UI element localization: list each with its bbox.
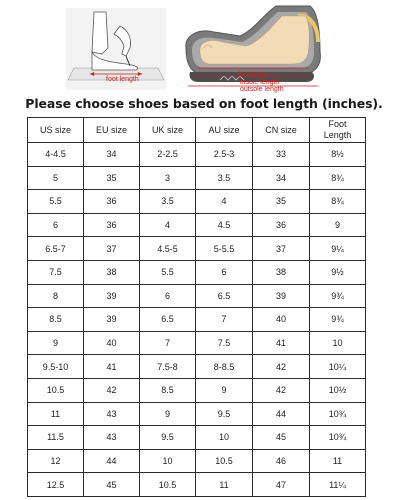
uk-size-cell: 8.5 xyxy=(140,378,196,402)
au-size-cell: 9.5 xyxy=(196,402,253,426)
us-size-cell: 8.5 xyxy=(28,308,84,332)
uk-size-cell: 10.5 xyxy=(140,473,196,497)
table-row xyxy=(28,190,366,214)
table-row xyxy=(28,284,366,308)
cn-size-cell: 36 xyxy=(253,213,310,237)
foot-length-cell: 9 xyxy=(310,213,366,237)
au-size-cell: 10.5 xyxy=(196,449,253,473)
eu-size-cell: 36 xyxy=(84,213,140,237)
table-row xyxy=(28,378,366,402)
eu-size-cell: 35 xyxy=(84,166,140,190)
au-size-cell: 4 xyxy=(196,190,253,214)
cn-size-cell: 42 xyxy=(253,355,310,379)
table-header-row xyxy=(28,118,366,143)
page-title: Please choose shoes based on foot length (inches). xyxy=(25,96,383,111)
cn-size-cell: 46 xyxy=(253,449,310,473)
foot-length-cell: 10¼ xyxy=(310,355,366,379)
foot-length-cell: 10¾ xyxy=(310,402,366,426)
uk-size-cell: 3.5 xyxy=(140,190,196,214)
table-row xyxy=(28,308,366,332)
au-size-cell: 5-5.5 xyxy=(196,237,253,261)
cn-size-cell: 33 xyxy=(253,143,310,167)
foot-length-cell: 9¼ xyxy=(310,237,366,261)
uk-size-cell: 10 xyxy=(140,449,196,473)
table-row xyxy=(28,237,366,261)
au-size-cell: 9 xyxy=(196,378,253,402)
uk-size-cell: 7.5-8 xyxy=(140,355,196,379)
table-row xyxy=(28,143,366,167)
eu-size-cell: 41 xyxy=(84,355,140,379)
eu-size-cell: 39 xyxy=(84,308,140,332)
uk-size-cell: 2-2.5 xyxy=(140,143,196,167)
us-size-cell: 9.5-10 xyxy=(28,355,84,379)
uk-size-cell: 6 xyxy=(140,284,196,308)
foot-length-cell: 9½ xyxy=(310,260,366,284)
column-header-cn-size: CN size xyxy=(253,118,310,143)
au-size-cell: 2.5-3 xyxy=(196,143,253,167)
table-row xyxy=(28,166,366,190)
outsole-length-label: outsole length xyxy=(240,86,284,93)
uk-size-cell: 5.5 xyxy=(140,260,196,284)
au-size-cell: 7.5 xyxy=(196,331,253,355)
cn-size-cell: 41 xyxy=(253,331,310,355)
eu-size-cell: 39 xyxy=(84,284,140,308)
foot-length-cell: 8¾ xyxy=(310,190,366,214)
us-size-cell: 7.5 xyxy=(28,260,84,284)
au-size-cell: 6 xyxy=(196,260,253,284)
eu-size-cell: 36 xyxy=(84,190,140,214)
table-row xyxy=(28,402,366,426)
uk-size-cell: 6.5 xyxy=(140,308,196,332)
eu-size-cell: 38 xyxy=(84,260,140,284)
au-size-cell: 4.5 xyxy=(196,213,253,237)
us-size-cell: 11 xyxy=(28,402,84,426)
foot-length-cell: 9¾ xyxy=(310,284,366,308)
cn-size-cell: 47 xyxy=(253,473,310,497)
au-size-cell: 7 xyxy=(196,308,253,332)
foot-length-cell: 8¾ xyxy=(310,166,366,190)
cn-size-cell: 44 xyxy=(253,402,310,426)
cn-size-cell: 38 xyxy=(253,260,310,284)
us-size-cell: 6.5-7 xyxy=(28,237,84,261)
table-row xyxy=(28,426,366,450)
foot-length-cell: 9¾ xyxy=(310,308,366,332)
uk-size-cell: 4.5-5 xyxy=(140,237,196,261)
uk-size-cell: 7 xyxy=(140,331,196,355)
size-chart-table xyxy=(27,117,366,497)
uk-size-cell: 9.5 xyxy=(140,426,196,450)
eu-size-cell: 43 xyxy=(84,402,140,426)
foot-length-cell: 10½ xyxy=(310,378,366,402)
eu-size-cell: 44 xyxy=(84,449,140,473)
shoe-foot-diagram xyxy=(180,2,330,94)
column-header-us-size: US size xyxy=(28,118,84,143)
au-size-cell: 6.5 xyxy=(196,284,253,308)
cn-size-cell: 40 xyxy=(253,308,310,332)
eu-size-cell: 45 xyxy=(84,473,140,497)
us-size-cell: 5 xyxy=(28,166,84,190)
size-chart-body xyxy=(28,143,366,497)
au-size-cell: 10 xyxy=(196,426,253,450)
foot-measurement-illustrations xyxy=(0,0,408,94)
uk-size-cell: 3 xyxy=(140,166,196,190)
us-size-cell: 9 xyxy=(28,331,84,355)
table-row xyxy=(28,449,366,473)
cn-size-cell: 34 xyxy=(253,166,310,190)
table-row xyxy=(28,355,366,379)
insole-length-label: insole length xyxy=(240,79,280,86)
eu-size-cell: 40 xyxy=(84,331,140,355)
eu-size-cell: 43 xyxy=(84,426,140,450)
foot-length-cell: 10¾ xyxy=(310,426,366,450)
cn-size-cell: 37 xyxy=(253,237,310,261)
measuring-foot-illustration xyxy=(66,8,166,90)
foot-length-cell: 11 xyxy=(310,449,366,473)
au-size-cell: 11 xyxy=(196,473,253,497)
us-size-cell: 4-4.5 xyxy=(28,143,84,167)
foot-length-cell: 11¼ xyxy=(310,473,366,497)
au-size-cell: 3.5 xyxy=(196,166,253,190)
cn-size-cell: 35 xyxy=(253,190,310,214)
foot-length-caption: foot length xyxy=(106,76,139,83)
eu-size-cell: 34 xyxy=(84,143,140,167)
column-header-foot-length: Foot Length xyxy=(310,118,366,143)
us-size-cell: 10.5 xyxy=(28,378,84,402)
us-size-cell: 5.5 xyxy=(28,190,84,214)
table-row xyxy=(28,473,366,497)
us-size-cell: 12.5 xyxy=(28,473,84,497)
us-size-cell: 11.5 xyxy=(28,426,84,450)
eu-size-cell: 42 xyxy=(84,378,140,402)
us-size-cell: 8 xyxy=(28,284,84,308)
us-size-cell: 6 xyxy=(28,213,84,237)
foot-length-label: foot length xyxy=(238,72,271,79)
table-row xyxy=(28,213,366,237)
uk-size-cell: 4 xyxy=(140,213,196,237)
au-size-cell: 8-8.5 xyxy=(196,355,253,379)
cn-size-cell: 42 xyxy=(253,378,310,402)
foot-length-cell: 10 xyxy=(310,331,366,355)
cn-size-cell: 45 xyxy=(253,426,310,450)
column-header-eu-size: EU size xyxy=(84,118,140,143)
table-row xyxy=(28,260,366,284)
column-header-uk-size: UK size xyxy=(140,118,196,143)
cn-size-cell: 39 xyxy=(253,284,310,308)
table-row xyxy=(28,331,366,355)
uk-size-cell: 9 xyxy=(140,402,196,426)
us-size-cell: 12 xyxy=(28,449,84,473)
column-header-au-size: AU size xyxy=(196,118,253,143)
eu-size-cell: 37 xyxy=(84,237,140,261)
foot-length-cell: 8½ xyxy=(310,143,366,167)
